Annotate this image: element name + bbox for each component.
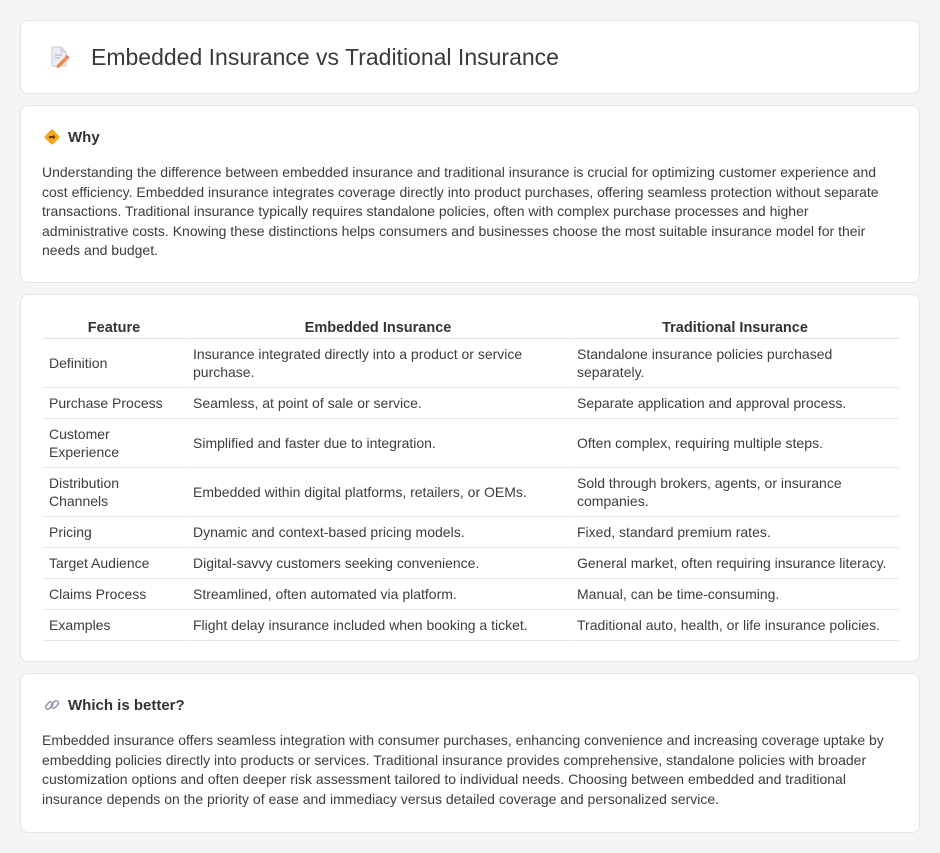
- traditional-cell: Standalone insurance policies purchased separately.: [569, 339, 899, 388]
- feature-cell: Purchase Process: [43, 388, 185, 419]
- table-header-row: [43, 315, 899, 339]
- table-row: [43, 548, 899, 579]
- traditional-cell: Traditional auto, health, or life insurance policies.: [569, 610, 899, 641]
- comparison-table: [43, 315, 899, 641]
- traditional-cell: General market, often requiring insurance literacy.: [569, 548, 899, 579]
- better-section: [20, 673, 920, 833]
- traditional-cell: Fixed, standard premium rates.: [569, 517, 899, 548]
- better-body: Embedded insurance offers seamless integration with consumer purchases, enhancing convenience and increasing coverage uptake by embedding policies directly into products or services. Traditional insurance provides comprehensive, standalone policies with broader customization options and often deeper risk assessment tailored to individual needs. Choosing between embedded and traditional insurance depends on the priority of ease and immediacy versus detailed coverage and personalized service.: [42, 732, 884, 807]
- diamond-sign-icon: [43, 128, 61, 146]
- embedded-cell: Simplified and faster due to integration.: [185, 419, 569, 468]
- table-row: [43, 339, 899, 388]
- embedded-cell: Embedded within digital platforms, retailers, or OEMs.: [185, 468, 569, 517]
- traditional-cell: Often complex, requiring multiple steps.: [569, 419, 899, 468]
- embedded-cell: Digital-savvy customers seeking convenience.: [185, 548, 569, 579]
- traditional-cell: Sold through brokers, agents, or insurance companies.: [569, 468, 899, 517]
- embedded-cell: Seamless, at point of sale or service.: [185, 388, 569, 419]
- link-icon: [43, 696, 61, 714]
- header-traditional: Traditional Insurance: [569, 315, 899, 339]
- embedded-cell: Flight delay insurance included when booking a ticket.: [185, 610, 569, 641]
- embedded-cell: Streamlined, often automated via platform.: [185, 579, 569, 610]
- feature-cell: Claims Process: [43, 579, 185, 610]
- table-row: [43, 468, 899, 517]
- header-feature: Feature: [43, 315, 185, 339]
- feature-cell: Examples: [43, 610, 185, 641]
- traditional-cell: Manual, can be time-consuming.: [569, 579, 899, 610]
- traditional-cell: Separate application and approval process.: [569, 388, 899, 419]
- table-row: [43, 419, 899, 468]
- feature-cell: Customer Experience: [43, 419, 185, 468]
- page-title: Embedded Insurance vs Traditional Insurance: [91, 43, 559, 70]
- why-section: [20, 105, 920, 283]
- why-body: Understanding the difference between embedded insurance and traditional insurance is crucial for optimizing customer experience and cost efficiency. Embedded insurance integrates coverage directly into product purchases, offering seamless protection without separate transactions. Traditional insurance typically requires standalone policies, often with complex purchase processes and higher administrative costs. Knowing these distinctions helps consumers and businesses choose the most suitable insurance model for their needs and budget.: [42, 164, 879, 259]
- feature-cell: Pricing: [43, 517, 185, 548]
- why-title: Why: [68, 128, 100, 146]
- table-row: [43, 610, 899, 641]
- comparison-section: [20, 294, 920, 662]
- table-row: [43, 388, 899, 419]
- table-row: [43, 517, 899, 548]
- header-embedded: Embedded Insurance: [185, 315, 569, 339]
- table-row: [43, 579, 899, 610]
- better-title: Which is better?: [68, 696, 185, 714]
- feature-cell: Definition: [43, 339, 185, 388]
- header-card: [20, 20, 920, 94]
- document-pencil-icon: [47, 45, 71, 69]
- feature-cell: Target Audience: [43, 548, 185, 579]
- embedded-cell: Insurance integrated directly into a product or service purchase.: [185, 339, 569, 388]
- feature-cell: Distribution Channels: [43, 468, 185, 517]
- embedded-cell: Dynamic and context-based pricing models.: [185, 517, 569, 548]
